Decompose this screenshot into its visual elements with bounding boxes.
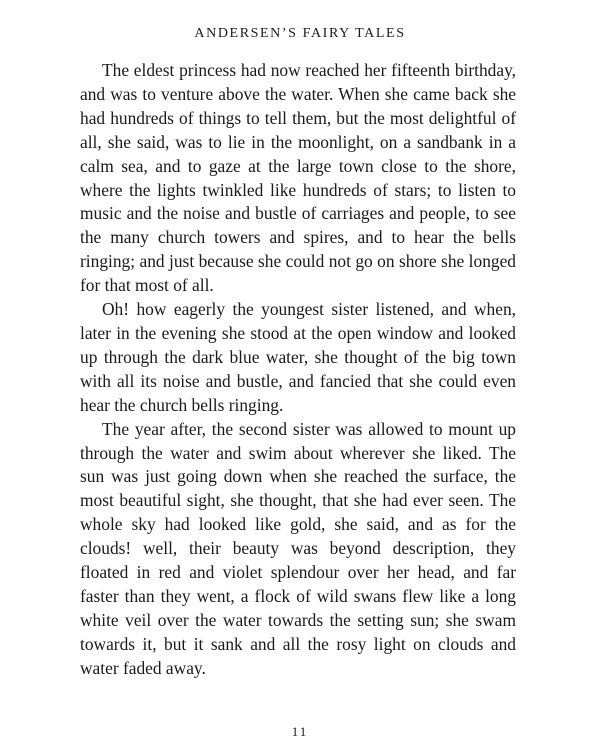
- page-number: 11: [291, 724, 309, 739]
- body-text: [80, 59, 516, 681]
- running-head-title: ANDERSEN’S FAIRY TALES: [194, 26, 406, 41]
- paragraph-3: The year after, the second sister was allowed to mount up through the water and swim about wherever she liked. The sun was just going down when she reached the surface, the most beautiful sight, she thought, that she had ever seen. The whole sky had looked like gold, she said, and as for the clouds! well, their beauty was beyond description, they floated in red and violet splendour over her head, and far faster than they went, a flock of wild swans flew like a long white veil over the water towards the setting sun; she swam towards it, but it sank and all the rosy light on clouds and water faded away.: [80, 418, 516, 678]
- paragraph-2: Oh! how eagerly the youngest sister listened, and when, later in the evening she stood at the open window and looked up through the dark blue water, she thought of the big town with all its noise and bustle, and fancied that she could even hear the church bells ringing.: [80, 299, 516, 415]
- paragraph-1: The eldest princess had now reached her fifteenth birthday, and was to venture above the water. When she came back she had hundreds of things to tell them, but the most delightful of all, she said, was to lie in the moonlight, on a sandbank in a calm sea, and to gaze at the large town close to the shore, where the lights twinkled like hundreds of stars; to listen to music and the noise and bustle of carriages and people, to see the many church towers and spires, and to hear the bells ringing; and just because she could not go on shore she longed for that most of all.: [80, 60, 516, 296]
